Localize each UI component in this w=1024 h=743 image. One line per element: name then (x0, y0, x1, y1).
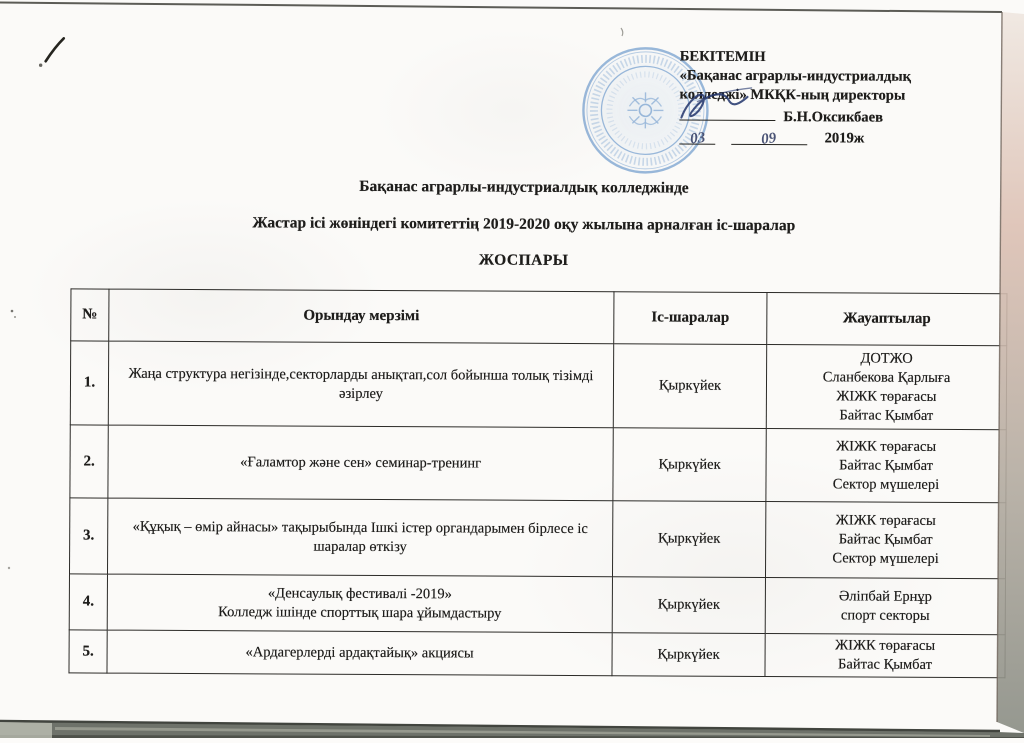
approval-org-line2: колледжі» МКҚК-ның директоры (679, 86, 906, 104)
plan-table-body (69, 341, 1007, 678)
heading-line3: ЖОСПАРЫ (478, 251, 569, 269)
responsible-cell: ЖІЖК төрағасы Байтас Қымбат Сектор мүшелері (765, 502, 1005, 579)
director-name: Б.Н.Оксикбаев (783, 109, 884, 126)
signature-scribble (667, 79, 807, 136)
heading-line2: Жастар ісі жөніндегі комитеттің 2019-2020 оқу жылына арналған іс-шаралар (252, 214, 796, 235)
pen-tick-mark (35, 33, 79, 75)
approval-title: БЕКІТЕМІН (679, 48, 766, 66)
activity-cell: «Ғаламтор және сен» семинар-тренинг (108, 425, 613, 501)
activity-cell: «Денсаулық фестивалі -2019» Колледж ішінде спорттық шара ұйымдастыру (107, 574, 612, 633)
responsible-cell: ЖІЖК төрағасы Байтас Қымбат Сектор мүшелері (766, 429, 1006, 503)
activity-cell: «Құқық – өмір айнасы» тақырыбында Ішкі істер органдарымен бірлесе іс шаралар өткізу (107, 498, 612, 577)
row-number: 4. (69, 574, 107, 630)
date-year: 2019ж (824, 130, 865, 147)
month-cell: Қыркүйек (613, 428, 766, 502)
month-cell: Қыркүйек (612, 577, 765, 634)
activity-cell: Жаңа структура негізінде,секторларды анықтап,сол бойынша толық тізімді әзірлеу (108, 341, 613, 428)
row-number: 2. (70, 425, 108, 498)
responsible-cell: Әліпбай Ернұр спорт секторы (765, 578, 1005, 635)
table-row (69, 574, 1005, 635)
plan-table-header (71, 289, 1007, 346)
col-header-responsible: Жауаптылар (767, 293, 1007, 346)
activity-cell: «Ардагерлерді ардақтайық» акциясы (107, 630, 612, 676)
approval-org-line1: «Бақанас аграрлы-индустриалдық (679, 67, 912, 85)
col-header-number: № (71, 289, 109, 341)
plan-table (68, 288, 1007, 678)
heading-line1: Бақанас аграрлы-индустриалдық колледжінде (359, 177, 689, 197)
col-header-activity: Орындау мерзімі (109, 289, 614, 344)
responsible-cell: ЖІЖК төрағасы Байтас Қымбат (765, 634, 1005, 678)
handwritten-month: 09 (760, 130, 778, 148)
table-row (70, 425, 1006, 503)
table-row (69, 498, 1005, 579)
month-cell: Қыркүйек (613, 344, 766, 429)
table-row (70, 341, 1006, 430)
handwritten-day: 03 (688, 129, 706, 148)
col-header-events: Іс-шаралар (614, 292, 767, 345)
responsible-cell: ДОТЖО Сланбекова Қарлыға ЖІЖК төрағасы Байтас Қымбат (766, 345, 1006, 430)
row-number: 5. (69, 630, 107, 673)
table-row (69, 630, 1005, 678)
row-number: 3. (69, 498, 107, 574)
row-number: 1. (70, 341, 108, 425)
month-cell: Қыркүйек (612, 501, 765, 578)
month-cell: Қыркүйек (612, 633, 765, 677)
